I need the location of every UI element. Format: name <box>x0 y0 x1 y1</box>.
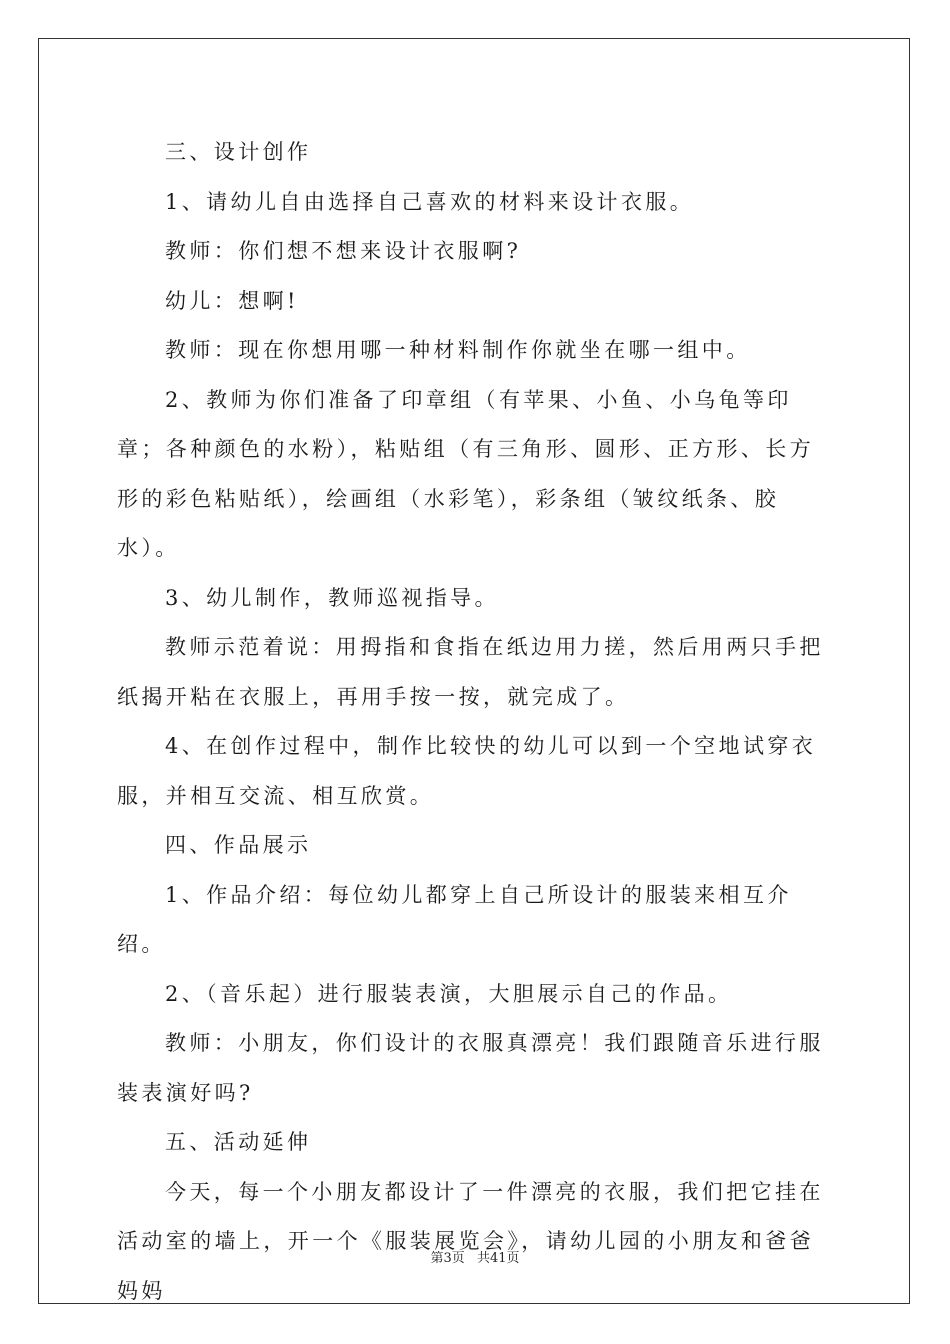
paragraph: 今天，每一个小朋友都设计了一件漂亮的衣服，我们把它挂在活动室的墙上，开一个《服装展览会》，请幼儿园的小朋友和爸爸妈妈 <box>117 1179 824 1303</box>
heading-work-display: 四、作品展示 <box>165 833 312 857</box>
page-footer <box>0 1247 950 1266</box>
paragraph: 2、教师为你们准备了印章组（有苹果、小鱼、小乌龟等印章；各种颜色的水粉），粘贴组（有三角形、圆形、正方形、长方形的彩色粘贴纸），绘画组（水彩笔），彩条组（皱纹纸条、胶水）。 <box>117 387 815 560</box>
paragraph: 幼儿：想啊! <box>165 288 299 313</box>
paragraph: 4、在创作过程中，制作比较快的幼儿可以到一个空地试穿衣服，并相互交流、相互欣赏。 <box>117 734 817 808</box>
heading-design-creation: 三、设计创作 <box>165 140 312 164</box>
paragraph: 教师：小朋友，你们设计的衣服真漂亮！我们跟随音乐进行服装表演好吗? <box>117 1031 824 1105</box>
page-total: 共41页 <box>476 1251 520 1266</box>
heading-activity-extension: 五、活动延伸 <box>165 1130 312 1154</box>
paragraph: 1、作品介绍：每位幼儿都穿上自己所设计的服装来相互介绍。 <box>117 882 792 956</box>
paragraph: 3、幼儿制作，教师巡视指导。 <box>165 585 499 610</box>
paragraph: 教师示范着说：用拇指和食指在纸边用力搓，然后用两只手把纸揭开粘在衣服上，再用手按一按，就完成了。 <box>117 635 824 709</box>
document-body <box>117 128 837 1316</box>
page-number: 第3页 <box>430 1251 465 1266</box>
paragraph: 教师：你们想不想来设计衣服啊? <box>165 239 522 263</box>
paragraph: 教师：现在你想用哪一种材料制作你就坐在哪一组中。 <box>165 338 751 362</box>
paragraph: 1、请幼儿自由选择自己喜欢的材料来设计衣服。 <box>165 189 695 214</box>
paragraph: 2、（音乐起）进行服装表演，大胆展示自己的作品。 <box>165 981 733 1006</box>
